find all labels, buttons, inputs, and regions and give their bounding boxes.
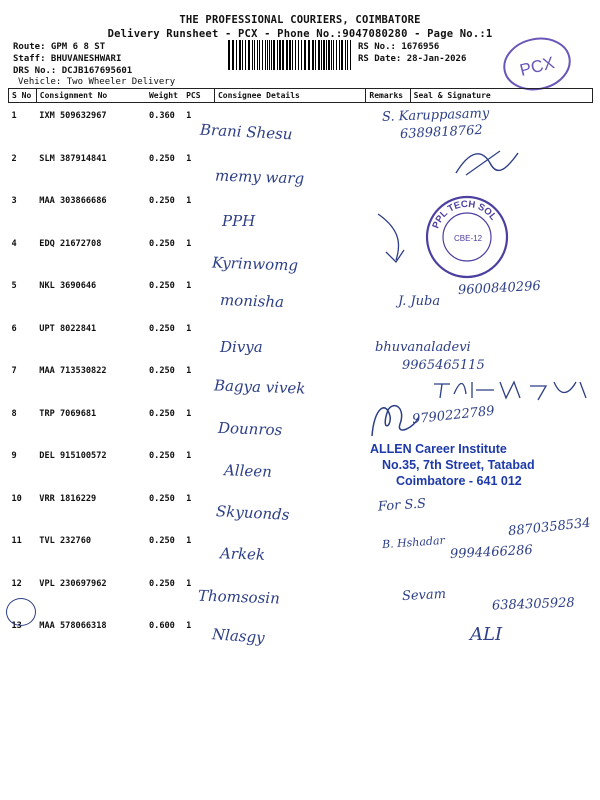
col-sno: S No <box>9 89 37 103</box>
handwritten-signature: bhuvanaladevi <box>375 340 471 355</box>
table-row <box>9 486 593 529</box>
barcode-image <box>228 40 354 70</box>
row-sno: 11 <box>11 536 22 546</box>
barcode-bar <box>248 40 250 70</box>
institute-city: Coimbatore - 641 012 <box>396 474 522 488</box>
barcode-bar <box>339 40 340 70</box>
row-weight: 0.250 <box>148 196 175 206</box>
handwritten-name: Dounros <box>217 418 283 440</box>
handwritten-name: Alleen <box>223 461 273 481</box>
barcode-bar <box>331 40 332 70</box>
handwritten-signature: B. Hshadar <box>381 533 446 552</box>
row-pcs: 1 <box>186 578 192 589</box>
col-consignment: Consignment No <box>36 89 146 103</box>
barcode-bar <box>298 40 299 70</box>
row-weight: 0.250 <box>148 323 175 334</box>
row-pcs: 1 <box>186 451 192 461</box>
row-consignment-no: SLM 387914841 <box>39 153 107 164</box>
barcode-bar <box>282 40 284 70</box>
handwritten-signature: S. Karuppasamy <box>381 106 490 125</box>
row-weight: 0.250 <box>148 408 175 419</box>
handwritten-name: Thomsosin <box>197 586 281 608</box>
barcode-bar <box>265 40 266 70</box>
pen-arrow-mark <box>368 210 420 266</box>
row-sno: 2 <box>11 153 17 164</box>
handwritten-signature: Sevam <box>401 586 447 605</box>
handwritten-name: PPH <box>222 212 256 230</box>
handwritten-name: Skyuonds <box>215 502 290 524</box>
barcode-bar <box>341 40 343 70</box>
barcode-bar <box>271 40 272 70</box>
barcode-bar <box>323 40 325 70</box>
barcode-bar <box>242 40 243 70</box>
pcx-stamp <box>501 36 573 92</box>
barcode-bar <box>245 40 246 70</box>
handwritten-name: Nlasgy <box>211 625 266 647</box>
handwritten-phone: 9994466286 <box>449 542 534 563</box>
row-consignment-no: TVL 232760 <box>39 536 92 546</box>
row-sno: 1 <box>11 111 17 121</box>
row-sno: 7 <box>11 366 17 376</box>
round-stamp-text: PPL TECH SOL <box>430 198 499 231</box>
row-sno: 5 <box>11 281 17 291</box>
table-row <box>9 401 593 444</box>
barcode-bar <box>350 40 351 70</box>
barcode-bar <box>286 40 288 70</box>
row-pcs: 1 <box>186 408 192 419</box>
barcode-bar <box>259 40 260 70</box>
row-weight: 0.250 <box>148 238 175 249</box>
barcode-bar <box>257 40 258 70</box>
row-consignment-no: MAA 578066318 <box>39 621 107 631</box>
table-row <box>9 316 593 359</box>
row-weight: 0.250 <box>148 578 175 589</box>
row-pcs: 1 <box>186 366 192 376</box>
barcode-bar <box>321 40 322 70</box>
row-weight: 0.250 <box>148 493 175 504</box>
company-round-stamp <box>424 194 510 280</box>
barcode-bar <box>326 40 327 70</box>
row-consignment-no: EDQ 21672708 <box>39 238 102 249</box>
runsheet-subtitle: Delivery Runsheet - PCX - Phone No.:9047080280 - Page No.:1 <box>107 28 493 40</box>
row-pcs: 1 <box>186 153 192 164</box>
barcode-bar <box>345 40 346 70</box>
row-pcs: 1 <box>186 281 192 291</box>
col-weight: Weight <box>146 89 183 103</box>
vehicle-label: Vehicle: Two Wheeler Delivery <box>18 77 176 87</box>
table-header-row <box>9 89 593 103</box>
handwritten-name: Bagya vivek <box>213 376 306 398</box>
barcode-bar <box>328 40 330 70</box>
barcode-bar <box>273 40 275 70</box>
table-row <box>9 613 593 656</box>
barcode-bar <box>336 40 337 70</box>
row-consignment-no: VRR 1816229 <box>39 493 97 504</box>
barcode-bar <box>262 40 263 70</box>
handwritten-name: memy warg <box>214 166 305 188</box>
barcode-bar <box>301 40 302 70</box>
scribble-signature <box>452 145 522 179</box>
row-sno: 6 <box>11 323 17 334</box>
row-weight: 0.250 <box>148 366 175 376</box>
row-13-circle-mark <box>6 598 36 626</box>
barcode-bar <box>304 40 306 70</box>
institute-stamp <box>370 441 535 489</box>
row-weight: 0.250 <box>148 153 175 164</box>
barcode-bar <box>267 40 268 70</box>
row-weight: 0.250 <box>148 536 175 546</box>
row-sno: 3 <box>11 196 17 206</box>
barcode-bar <box>277 40 278 70</box>
handwritten-name: Kyrinwomg <box>211 253 299 275</box>
pcx-stamp-text: PCX <box>517 53 557 80</box>
row-weight: 0.250 <box>148 281 175 291</box>
handwritten-phone: 9965465115 <box>402 358 485 373</box>
row-consignment-no: UPT 8022841 <box>39 323 97 334</box>
col-consignee: Consignee Details <box>214 89 365 103</box>
handwritten-name: Arkek <box>219 544 266 564</box>
row-weight: 0.250 <box>148 451 175 461</box>
row-remarks <box>366 613 410 656</box>
row-sno: 9 <box>11 451 17 461</box>
barcode-bar <box>312 40 314 70</box>
barcode-bar <box>292 40 293 70</box>
barcode-bar <box>318 40 320 70</box>
row-sno: 4 <box>11 238 17 249</box>
barcode-bar <box>236 40 237 70</box>
staff-label: Staff: BHUVANESHWARI <box>13 54 122 64</box>
scribble-signature <box>430 376 592 402</box>
rs-date: RS Date: 28-Jan-2026 <box>358 54 467 64</box>
row-sno: 10 <box>11 493 22 504</box>
company-title: THE PROFESSIONAL COURIERS, COIMBATORE <box>179 14 421 26</box>
barcode-bar <box>279 40 281 70</box>
handwritten-phone: 6389818762 <box>399 122 484 143</box>
row-weight: 0.600 <box>148 621 175 631</box>
col-remarks: Remarks <box>366 89 410 103</box>
barcode-bar <box>239 40 241 70</box>
row-weight: 0.360 <box>148 111 175 121</box>
row-pcs: 1 <box>186 196 192 206</box>
barcode-bar <box>269 40 270 70</box>
row-consignment-no: DEL 915100572 <box>39 451 107 461</box>
row-consignment-no: VPL 230697962 <box>39 578 107 589</box>
row-pcs: 1 <box>186 536 192 546</box>
handwritten-signature: J. Juba <box>398 294 441 309</box>
row-remarks <box>366 146 410 189</box>
barcode-bar <box>347 40 348 70</box>
handwritten-signature: For S.S <box>377 496 427 515</box>
round-stamp-sub: CBE-12 <box>454 234 483 243</box>
row-consignment-no: NKL 3690646 <box>39 281 97 291</box>
handwritten-name: monisha <box>219 290 285 312</box>
row-consignment-no: MAA 303866686 <box>39 196 107 206</box>
route-label: Route: GPM 6 8 ST <box>13 42 106 52</box>
handwritten-name: Divya <box>220 338 263 356</box>
row-pcs: 1 <box>186 111 192 121</box>
barcode-bar <box>315 40 316 70</box>
row-sno: 8 <box>11 408 17 419</box>
col-signature: Seal & Signature <box>410 89 592 103</box>
drs-label: DRS No.: DCJB167695601 <box>13 66 133 76</box>
barcode-bar <box>228 40 230 70</box>
barcode-bar <box>254 40 255 70</box>
row-consignment-no: TRP 7069681 <box>39 408 97 419</box>
row-pcs: 1 <box>186 493 192 504</box>
table-row <box>9 103 593 146</box>
row-sno: 13 <box>11 621 22 631</box>
row-consignment-no: IXM 509632967 <box>39 111 107 121</box>
handwritten-phone: 9600840296 <box>457 278 542 299</box>
row-pcs: 1 <box>186 323 192 334</box>
col-pcs: PCS <box>183 89 214 103</box>
barcode-bar <box>308 40 310 70</box>
handwritten-signature: ALI <box>470 624 503 645</box>
handwritten-phone: 8870358534 <box>507 515 592 540</box>
barcode-bar <box>232 40 234 70</box>
barcode-bar <box>295 40 296 70</box>
institute-name: ALLEN Career Institute <box>370 442 507 456</box>
row-pcs: 1 <box>186 238 192 249</box>
handwritten-phone: 6384305928 <box>491 595 575 614</box>
institute-address: No.35, 7th Street, Tatabad <box>382 458 535 472</box>
row-pcs: 1 <box>186 621 192 631</box>
barcode-bar <box>252 40 253 70</box>
barcode-bar <box>333 40 334 70</box>
handwritten-phone: 9790222789 <box>411 403 496 428</box>
barcode-bar <box>289 40 291 70</box>
row-consignment-no: MAA 713530822 <box>39 366 107 376</box>
row-sno: 12 <box>11 578 22 589</box>
rs-number: RS No.: 1676956 <box>358 42 440 52</box>
handwritten-name: Brani Shesu <box>199 120 293 144</box>
